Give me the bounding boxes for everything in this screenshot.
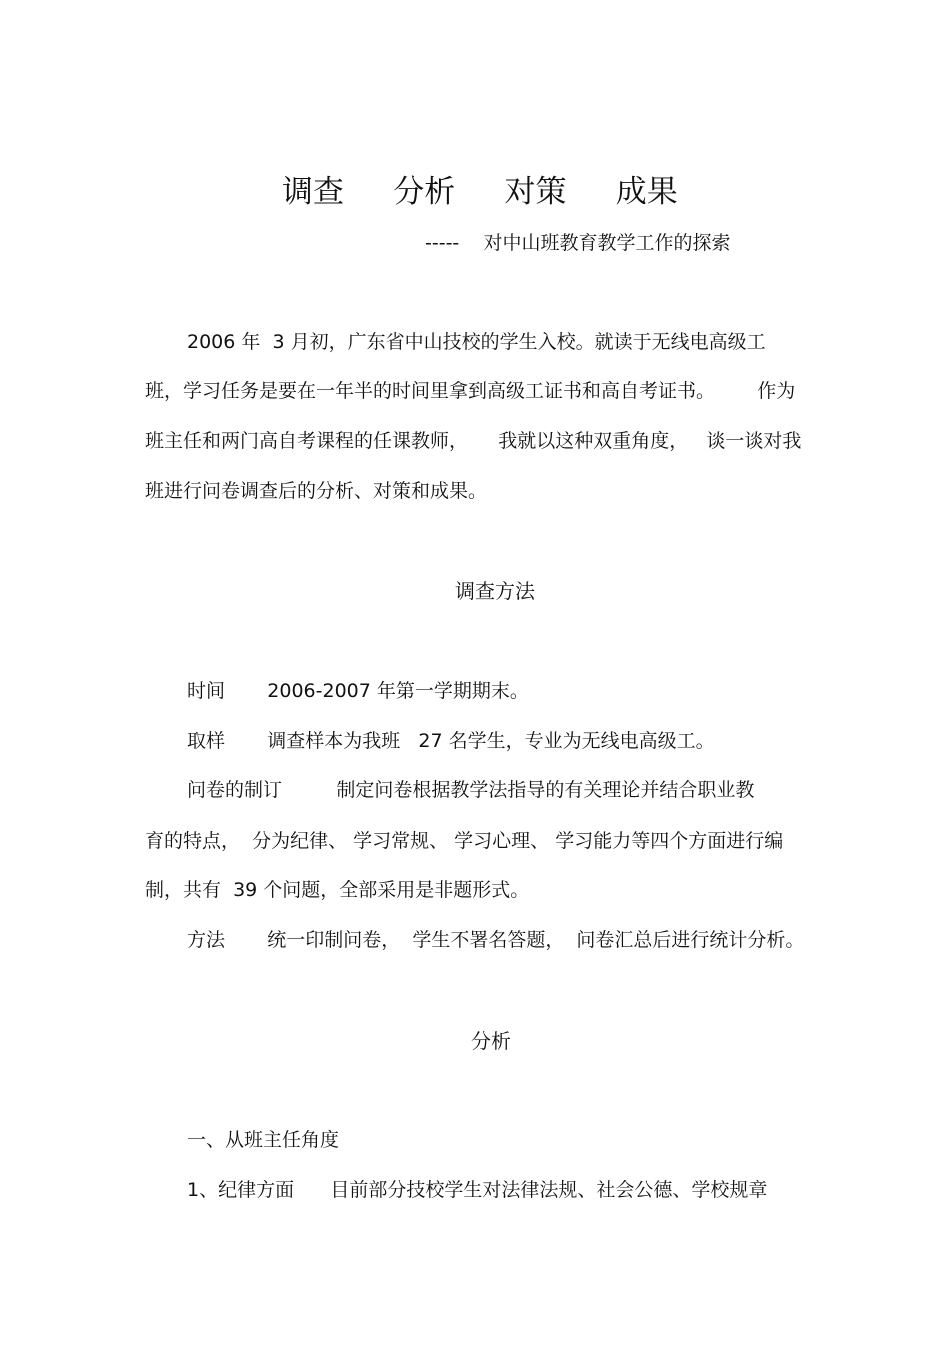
- method-line-approach: 方法 统一印制问卷， 学生不署名答题， 问卷汇总后进行统计分析。: [187, 929, 805, 951]
- intro-line-1: 2006 年 3 月初，广东省中山技校的学生入校。就读于无线电高级工: [187, 331, 766, 353]
- page-title: 调查 分析 对策 成果: [282, 174, 678, 210]
- method-line-time: 时间 2006-2007 年第一学期期末。: [187, 680, 529, 702]
- analysis-line-discipline: 1、纪律方面 目前部分技校学生对法律法规、社会公德、学校规章: [187, 1179, 768, 1201]
- method-line-sample: 取样 调查样本为我班 27 名学生，专业为无线电高级工。: [187, 730, 715, 752]
- method-line-questionnaire: 问卷的制订 制定问卷根据教学法指导的有关理论并结合职业教: [187, 779, 755, 801]
- method-line-questionnaire-2: 育的特点， 分为纪律、 学习常规、 学习心理、 学习能力等四个方面进行编: [145, 830, 784, 852]
- method-line-questionnaire-3: 制，共有 39 个问题，全部采用是非题形式。: [145, 879, 530, 901]
- intro-line-2: 班，学习任务是要在一年半的时间里拿到高级工证书和高自考证书。 作为: [145, 380, 796, 402]
- section-heading-method: 调查方法: [455, 579, 535, 603]
- intro-line-3: 班主任和两门高自考课程的任课教师， 我就以这种双重角度， 谈一谈对我: [145, 430, 802, 452]
- analysis-subheading: 一、从班主任角度: [187, 1129, 340, 1151]
- page-subtitle: ----- 对中山班教育教学工作的探索: [425, 232, 731, 254]
- intro-line-4: 班进行问卷调查后的分析、对策和成果。: [145, 480, 488, 502]
- section-heading-analysis: 分析: [471, 1029, 511, 1053]
